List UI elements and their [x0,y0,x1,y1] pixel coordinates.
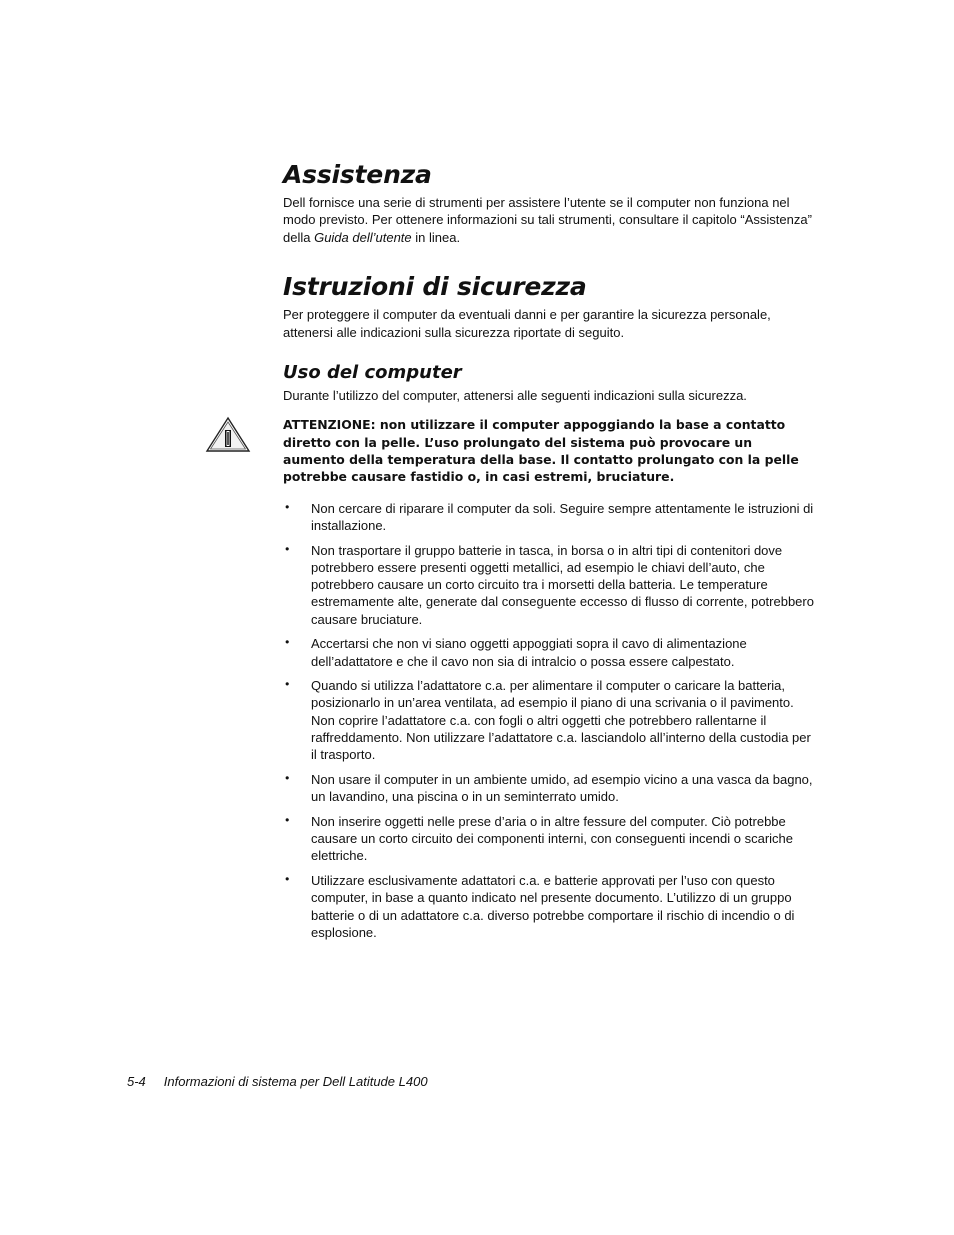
list-item [283,542,818,628]
bullet-icon: • [285,677,290,692]
safety-bullet-list [283,500,818,942]
caution-notice [283,416,818,485]
list-item [283,500,818,535]
uso-intro: Durante l’utilizzo del computer, attenersi alle seguenti indicazioni sulla sicurezza. [283,388,747,404]
list-item [283,872,818,941]
page-footer [127,1074,428,1089]
assistenza-paragraph [283,194,818,246]
page-content [283,158,818,949]
bullet-icon: • [285,872,290,887]
heading-istruzioni-sicurezza: Istruzioni di sicurezza [283,272,587,302]
list-item-text: Non cercare di riparare il computer da soli. Seguire sempre attentamente le istruzioni di installazione. [311,500,814,533]
heading-assistenza: Assistenza [283,160,432,189]
guida-utente-emphasis: Guida dell’utente [314,229,412,245]
bullet-icon: • [285,635,290,650]
list-item-text: Non usare il computer in un ambiente umido, ad esempio vicino a una vasca da bagno, un lavandino, una piscina o in un seminterrato umido. [311,771,813,805]
assistenza-text-1: Dell fornisce una serie di strumenti per assistere l’utente se il computer non funziona nel modo previsto. Per ottenere informazioni su tali strumenti, consultare il capitolo “Assistenza” della [283,195,812,245]
page-number: 5-4 [127,1074,146,1089]
list-item-text: Non inserire oggetti nelle prese d’aria o in altre fessure del computer. Ciò potrebbe causare un corto circuito dei componenti interni, con conseguenti incendi o scariche elettriche. [311,813,793,864]
bullet-icon: • [285,812,290,827]
list-item-text: Utilizzare esclusivamente adattatori c.a. e batterie approvati per l’uso con questo computer, in base a quanto indicato nel presente documento. L’utilizzo di un gruppo batterie o di un adattatore c.a. diverso potrebbe comportare il rischio di incendio o di esplosione. [311,873,795,940]
sicurezza-intro: Per proteggere il computer da eventuali danni e per garantire la sicurezza personale, attenersi alle indicazioni sulla sicurezza riportate di seguito. [283,307,771,340]
list-item-text: Accertarsi che non vi siano oggetti appoggiati sopra il cavo di alimentazione dell’adattatore e che il cavo non sia di intralcio o possa essere calpestato. [311,636,747,669]
heading-uso-computer: Uso del computer [283,362,462,384]
bullet-icon: • [285,499,290,514]
caution-text: ATTENZIONE: non utilizzare il computer appoggiando la base a contatto diretto con la pelle. L’uso prolungato del sistema può provocare un aumento della temperatura della base. Il contatto prolungato con la pelle potrebbe causare fastidio o, in casi estremi, bruciature. [283,417,799,485]
book-title: Informazioni di sistema per Dell Latitude L400 [163,1074,428,1089]
bullet-icon: • [285,770,290,785]
caution-triangle-icon [205,416,251,454]
list-item [283,677,818,763]
list-item [283,813,818,865]
list-item [283,771,818,806]
list-item [283,635,818,670]
list-item-text: Non trasportare il gruppo batterie in tasca, in borsa o in altri tipi di contenitori dove potrebbero essere presenti oggetti metallici, ad esempio le chiavi dell’auto, che potrebbero causare un corto circuito tra i morsetti della batteria. Le temperature estremamente alte, generate dal conseguente eccesso di flusso di corrente, potrebbero causare bruciature. [311,542,814,627]
bullet-icon: • [285,541,290,556]
assistenza-text-2: in linea. [411,229,461,245]
list-item-text: Quando si utilizza l’adattatore c.a. per alimentare il computer o caricare la batteria, posizionarlo in un’area ventilata, ad esempio il piano di una scrivania o il pavimento. Non coprire l’adattatore c.a. con fogli o altri oggetti che potrebbero rallentarne il raffreddamento. Non utilizzare l’adattatore c.a. lasciandolo all’interno della custodia per il trasporto. [311,678,811,763]
